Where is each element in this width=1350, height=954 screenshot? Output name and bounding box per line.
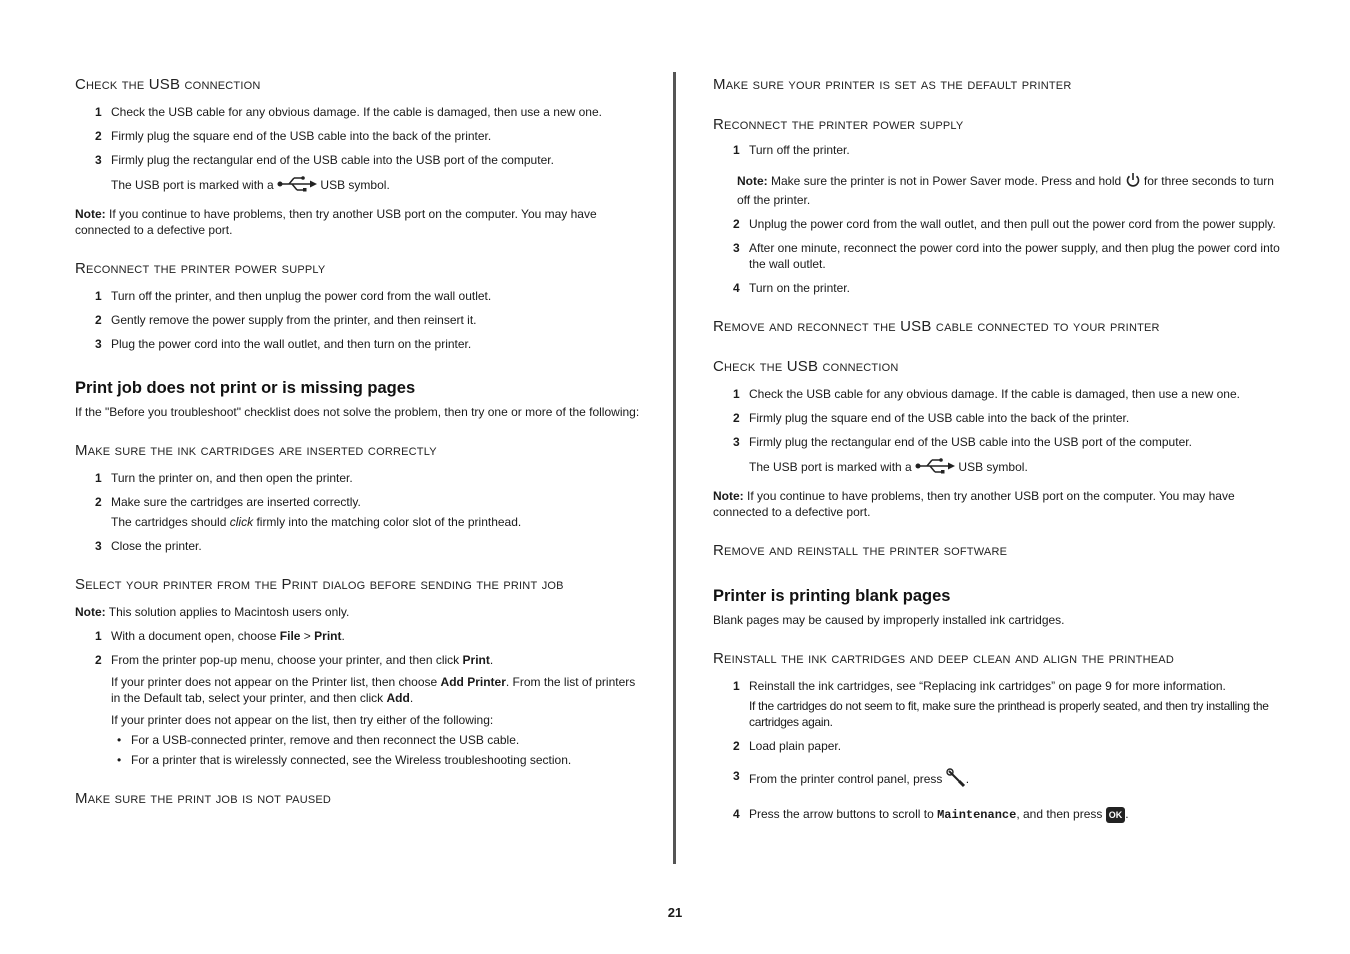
bullet: •	[117, 733, 122, 747]
step-text: After one minute, reconnect the power cord into the power supply, and then plug the power cord into the wall outlet.	[749, 241, 1280, 271]
note-paragraph	[75, 206, 645, 238]
usb-icon	[277, 176, 317, 196]
step-number: 1	[95, 105, 102, 119]
bullet: •	[117, 753, 122, 767]
list-item	[713, 216, 1283, 232]
list-item	[713, 806, 1283, 823]
list-item	[713, 142, 1283, 158]
power-note	[713, 172, 1283, 208]
reconnect-heading: Reconnect the printer power supply	[75, 260, 326, 277]
bullet-text: For a printer that is wirelessly connected, see the Wireless troubleshooting section.	[131, 753, 572, 767]
step-number: 3	[733, 241, 740, 255]
blank-pages-intro: Blank pages may be caused by improperly installed ink cartridges.	[713, 613, 1065, 627]
list-item	[713, 738, 1283, 754]
step-number: 4	[733, 807, 740, 821]
missing-pages-intro: If the "Before you troubleshoot" checklist does not solve the problem, then try one or more of the following:	[75, 405, 640, 419]
reconnect-steps-right-2	[713, 216, 1283, 296]
note-label: Note:	[75, 605, 106, 619]
step-text: Unplug the power cord from the wall outlet, and then pull out the power cord from the power supply.	[749, 217, 1276, 231]
note-text: If you continue to have problems, then try another USB port on the computer. You may have connected to a defective port.	[713, 489, 1235, 519]
sub-text-mid: . From the list of printers in the Default tab, select your printer, and then click	[111, 675, 636, 705]
list-item	[713, 410, 1283, 426]
step-number: 1	[733, 143, 740, 157]
list-item	[75, 336, 645, 352]
step-text: Firmly plug the rectangular end of the USB cable into the USB port of the computer.	[111, 153, 554, 167]
deep-clean-steps	[713, 678, 1283, 823]
usb-port-text: The USB port is marked with a	[111, 178, 274, 193]
step-number: 3	[95, 153, 102, 167]
cartridges-heading: Make sure the ink cartridges are inserted correctly	[75, 442, 437, 459]
step-text: With a document open, choose	[111, 629, 277, 643]
select-sub-2: If your printer does not appear on the list, then try either of the following:	[111, 713, 494, 727]
list-item	[75, 494, 645, 510]
step-number: 3	[95, 539, 102, 553]
step-number: 3	[733, 769, 740, 783]
punct: .	[1125, 807, 1129, 821]
wrench-icon	[946, 768, 966, 792]
remove-usb-heading: Remove and reconnect the USB cable connected to your printer	[713, 318, 1160, 335]
list-item	[117, 732, 645, 748]
punct: .	[965, 772, 970, 787]
step-number: 2	[733, 739, 740, 753]
step-text: Check the USB cable for any obvious damage. If the cable is damaged, then use a new one.	[749, 387, 1240, 401]
add-label: Add	[386, 691, 410, 705]
note-text: Make sure the printer is not in Power Saver mode. Press and hold	[771, 174, 1122, 189]
select-printer-heading: Select your printer from the Print dialog before sending the print job	[75, 576, 564, 593]
add-printer-label: Add Printer	[440, 675, 506, 689]
menu-print: Print	[314, 629, 342, 643]
step-text: From the printer control panel, press	[749, 772, 943, 787]
cartridges-steps	[75, 470, 645, 554]
list-item	[75, 128, 645, 144]
column-divider	[673, 72, 676, 864]
sub-text-end: firmly into the matching color slot of the printhead.	[256, 515, 522, 529]
menu-separator: >	[303, 629, 311, 643]
select-steps	[75, 628, 645, 668]
sub-emphasis: click	[229, 515, 254, 529]
menu-file: File	[279, 629, 301, 643]
select-sub-1	[75, 674, 645, 706]
check-usb-steps-right	[713, 386, 1283, 450]
step-text: Check the USB cable for any obvious damage. If the cable is damaged, then use a new one.	[111, 105, 602, 119]
select-bullets	[75, 732, 645, 768]
check-usb-steps	[75, 104, 645, 168]
reconnect-steps-right	[713, 142, 1283, 158]
step-number: 2	[95, 313, 102, 327]
step-number: 2	[733, 411, 740, 425]
cartridges-sub	[75, 514, 645, 530]
step-text: Turn off the printer.	[749, 143, 850, 157]
list-item	[713, 386, 1283, 402]
step-number: 1	[95, 629, 102, 643]
step-text: Firmly plug the square end of the USB cable into the back of the printer.	[111, 129, 492, 143]
list-item	[75, 104, 645, 120]
usb-note-right	[713, 488, 1283, 520]
list-item	[75, 288, 645, 304]
list-item	[75, 538, 645, 554]
deep-clean-heading: Reinstall the ink cartridges and deep clean and align the printhead	[713, 650, 1174, 667]
sub-text: The cartridges should	[111, 515, 227, 529]
usb-port-note-right	[713, 458, 1283, 478]
reconnect-steps	[75, 288, 645, 352]
step-text: Turn the printer on, and then open the printer.	[111, 471, 353, 485]
usb-icon	[915, 458, 955, 478]
list-item	[75, 312, 645, 328]
step-number: 1	[733, 679, 740, 693]
step-text: Reinstall the ink cartridges, see “Replacing ink cartridges” on page 9 for more information.	[749, 679, 1226, 693]
print-button-label: Print	[462, 653, 490, 667]
list-item	[713, 434, 1283, 450]
note-label: Note:	[713, 489, 744, 503]
step-text: Gently remove the power supply from the printer, and then reinsert it.	[111, 313, 477, 327]
check-usb-heading-right: Check the USB connection	[713, 358, 899, 375]
reconnect-heading-right: Reconnect the printer power supply	[713, 116, 964, 133]
right-column	[713, 72, 1283, 823]
step-number: 2	[733, 217, 740, 231]
deep-clean-sub: If the cartridges do not seem to fit, make sure the printhead is properly seated, and then try installing the cartridges again.	[749, 699, 1269, 729]
step-number: 4	[733, 281, 740, 295]
select-note	[75, 604, 645, 620]
usb-port-text-end: USB symbol.	[958, 460, 1028, 475]
reinstall-software-heading: Remove and reinstall the printer software	[713, 542, 1008, 559]
note-label: Note:	[75, 207, 106, 221]
step-number: 1	[95, 471, 102, 485]
note-text: If you continue to have problems, then try another USB port on the computer. You may have connected to a defective port.	[75, 207, 597, 237]
default-printer-heading: Make sure your printer is set as the default printer	[713, 76, 1072, 93]
punct: .	[409, 691, 414, 705]
blank-pages-heading: Printer is printing blank pages	[713, 587, 951, 605]
list-item	[713, 678, 1283, 694]
list-item	[75, 628, 645, 644]
list-item	[75, 652, 645, 668]
note-text: This solution applies to Macintosh users only.	[108, 605, 350, 619]
usb-port-text: The USB port is marked with a	[749, 460, 912, 475]
step-number: 3	[95, 337, 102, 351]
step-number: 2	[95, 129, 102, 143]
usb-port-text-end: USB symbol.	[320, 178, 390, 193]
left-column	[75, 72, 645, 808]
maintenance-label: Maintenance	[937, 808, 1017, 822]
step-text: From the printer pop-up menu, choose your printer, and then click	[111, 653, 460, 667]
list-item	[713, 280, 1283, 296]
list-item	[75, 152, 645, 168]
step-text: Close the printer.	[111, 539, 202, 553]
step-text: Firmly plug the square end of the USB cable into the back of the printer.	[749, 411, 1130, 425]
list-item	[713, 768, 1283, 792]
note-label: Note:	[737, 174, 768, 189]
step-number: 1	[95, 289, 102, 303]
ok-button-icon: OK	[1106, 807, 1126, 823]
usb-port-note	[75, 176, 645, 196]
bullet-text: For a USB-connected printer, remove and then reconnect the USB cable.	[131, 733, 520, 747]
step-number: 3	[733, 435, 740, 449]
step-text: Press the arrow buttons to scroll to	[749, 807, 934, 821]
step-text-mid: , and then press	[1016, 807, 1103, 821]
list-item	[75, 470, 645, 486]
paused-heading: Make sure the print job is not paused	[75, 790, 332, 807]
punct: .	[489, 653, 494, 667]
list-item	[713, 240, 1283, 272]
missing-pages-heading: Print job does not print or is missing pages	[75, 379, 416, 397]
step-number: 1	[733, 387, 740, 401]
sub-text: If your printer does not appear on the Printer list, then choose	[111, 675, 438, 689]
list-item	[117, 752, 645, 768]
step-text: Make sure the cartridges are inserted correctly.	[111, 495, 361, 509]
power-icon	[1125, 172, 1141, 192]
check-usb-heading: Check the USB connection	[75, 76, 261, 93]
step-text: Load plain paper.	[749, 739, 842, 753]
step-number: 2	[95, 495, 102, 509]
step-number: 2	[95, 653, 102, 667]
step-text: Turn on the printer.	[749, 281, 850, 295]
step-text: Plug the power cord into the wall outlet, and then turn on the printer.	[111, 337, 472, 351]
step-text: Turn off the printer, and then unplug the power cord from the wall outlet.	[111, 289, 492, 303]
punct: .	[341, 629, 345, 643]
step-text: Firmly plug the rectangular end of the USB cable into the USB port of the computer.	[749, 435, 1192, 449]
page-number: 21	[667, 905, 683, 920]
note-text-end: for three seconds to turn off the printer.	[737, 174, 1274, 207]
